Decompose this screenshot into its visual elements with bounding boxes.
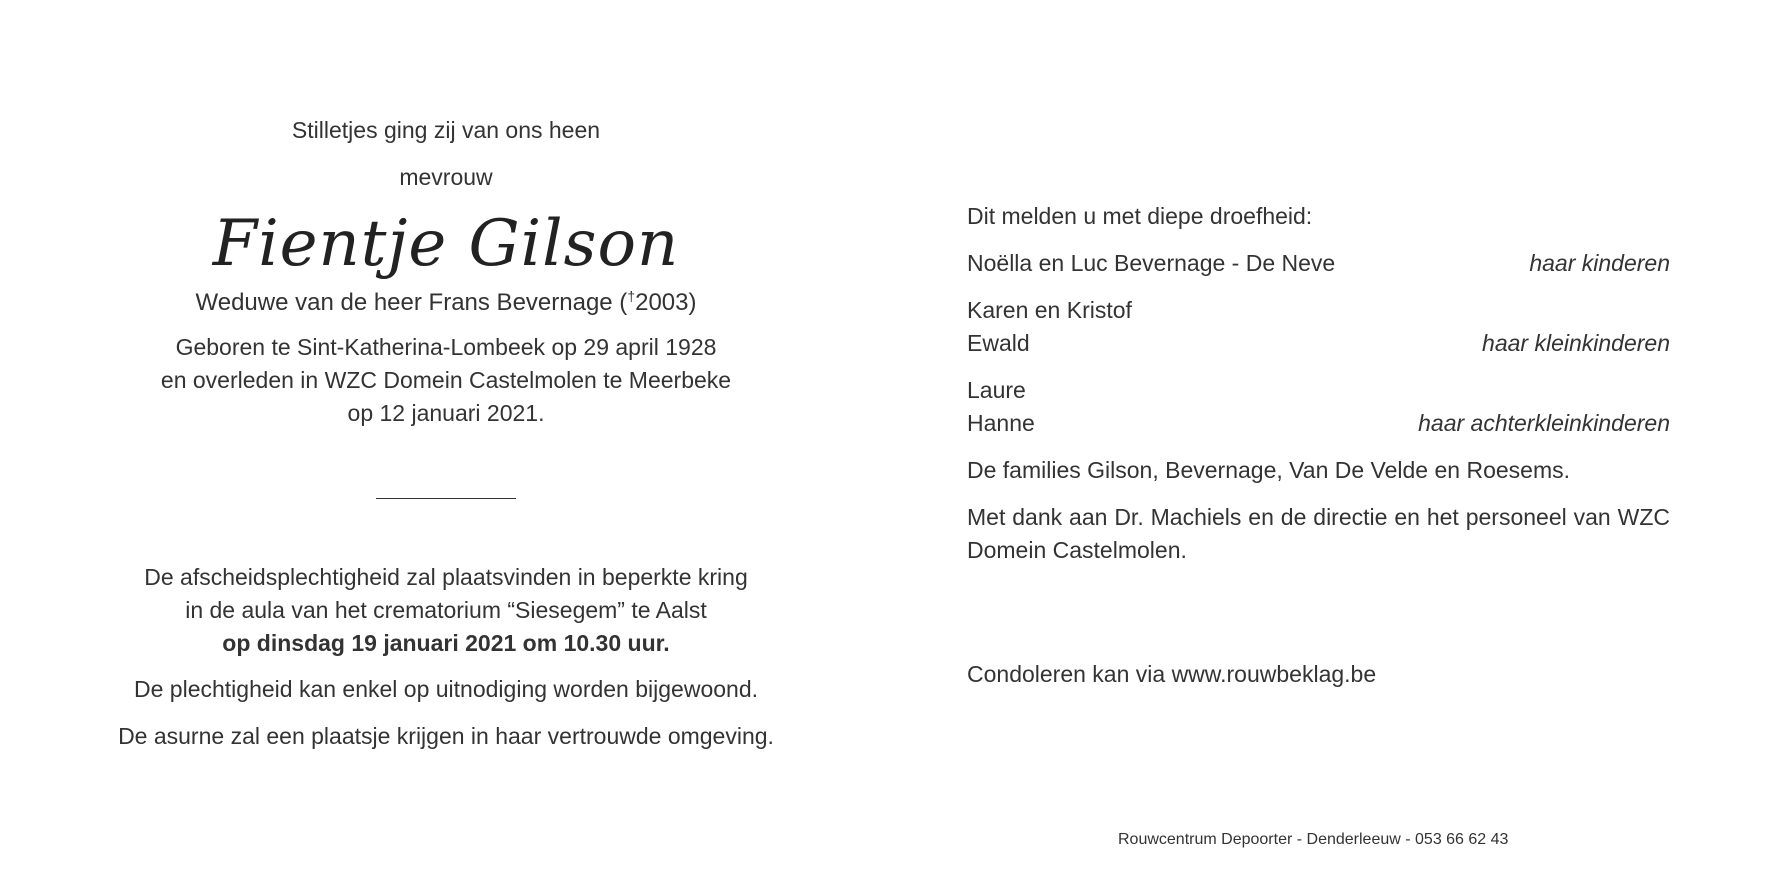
widow-prefix: Weduwe van de heer Frans Bevernage ( — [195, 289, 628, 316]
funeral-home-footer: Rouwcentrum Depoorter - Denderleeuw - 053 66 62 43 — [1118, 831, 1509, 848]
left-panel — [100, 110, 792, 753]
urn-note: De asurne zal een plaatsje krijgen in haar vertrouwde omgeving. — [118, 723, 774, 749]
families-line: De families Gilson, Bevernage, Van De Velde en Roesems. — [967, 457, 1570, 483]
family-row — [967, 294, 1670, 327]
family-row — [967, 374, 1670, 407]
announcement: Dit melden u met diepe droefheid: — [967, 203, 1313, 229]
family-names: Noëlla en Luc Bevernage - De Neve — [967, 250, 1336, 276]
divider-line — [376, 498, 516, 499]
family-group-grandchildren — [967, 294, 1670, 360]
birth-line-3: op 12 januari 2021. — [347, 400, 545, 426]
birth-death-info — [100, 331, 792, 430]
family-relation: haar kleinkinderen — [1482, 330, 1670, 356]
family-group-children — [967, 247, 1670, 280]
ceremony-line-1: De afscheidsplechtigheid zal plaatsvinden in beperkte kring — [144, 564, 748, 590]
right-panel — [967, 200, 1670, 691]
intro-line: Stilletjes ging zij van ons heen — [291, 117, 601, 143]
cross-symbol: † — [627, 288, 636, 304]
ceremony-date: op dinsdag 19 januari 2021 om 10.30 uur. — [222, 630, 670, 656]
family-group-great-grandchildren — [967, 374, 1670, 440]
widow-line — [100, 279, 792, 320]
family-relation: haar achterkleinkinderen — [1418, 410, 1670, 436]
birth-line-1: Geboren te Sint-Katherina-Lombeek op 29 april 1928 — [175, 334, 717, 360]
condolences-line: Condoleren kan via www.rouwbeklag.be — [967, 661, 1377, 687]
family-names: Ewald — [967, 330, 1030, 356]
family-names: Laure — [967, 377, 1026, 403]
family-names: Hanne — [967, 410, 1035, 436]
deceased-name: Fientje Gilson — [212, 207, 680, 281]
ceremony-line-2: in de aula van het crematorium “Siesegem” te Aalst — [185, 597, 707, 623]
family-row — [967, 407, 1670, 440]
title-line: mevrouw — [399, 164, 493, 190]
birth-line-2: en overleden in WZC Domein Castelmolen te Meerbeke — [160, 367, 732, 393]
invitation-note: De plechtigheid kan enkel op uitnodiging worden bijgewoond. — [134, 676, 758, 702]
family-row — [967, 327, 1670, 360]
ceremony-info — [100, 561, 792, 660]
family-names: Karen en Kristof — [967, 297, 1132, 323]
widow-suffix: 2003) — [635, 289, 697, 316]
family-relation: haar kinderen — [1529, 250, 1670, 276]
thanks-text: Met dank aan Dr. Machiels en de directie en het personeel van WZC Domein Castelmolen. — [967, 504, 1670, 563]
family-row — [967, 247, 1670, 280]
